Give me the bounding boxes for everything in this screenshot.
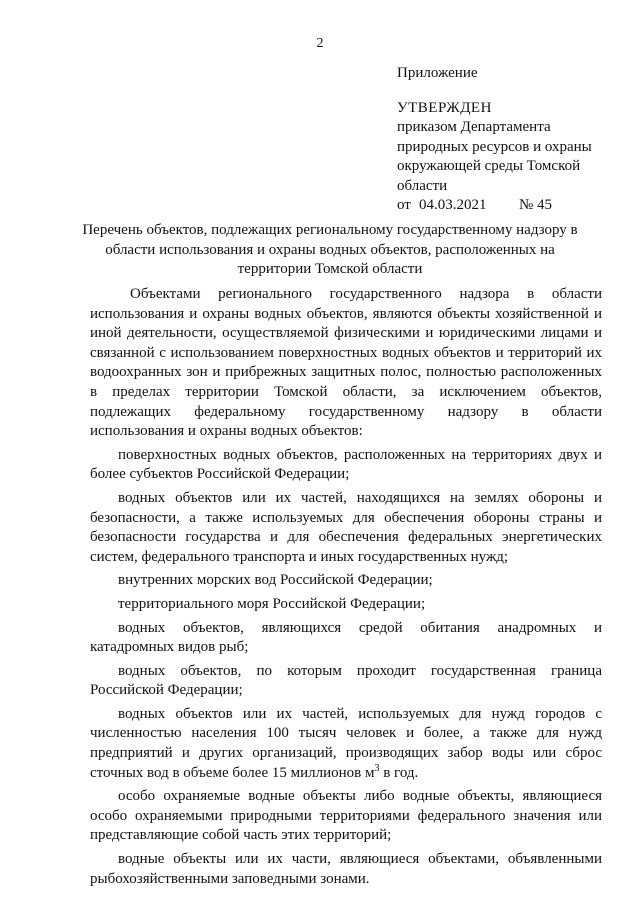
list-item: водных объектов, являющихся средой обитания анадромных и катадромных видов рыб; (90, 619, 602, 656)
page-number: 2 (316, 36, 324, 51)
order-number: № 45 (519, 197, 553, 213)
list-item: поверхностных водных объектов, расположенных на территориях двух и более субъектов Российской Федерации; (90, 446, 602, 483)
volume-text: водных объектов или их частей, используемых для нужд городов с численностью населения 100 тысяч человек и более, а также для нужд предприятий и других организаций, производящих забор воды или сброс сточных вод в объеме более 15 миллионов м (90, 705, 602, 781)
volume-suffix: в год. (379, 764, 419, 781)
order-date: 04.03.2021 (419, 197, 487, 213)
order-date-row (397, 196, 617, 216)
document-title: Перечень объектов, подлежащих региональному государственному надзору в области использования и охраны водных объектов, расположенных на территории Томской области (82, 222, 578, 277)
list-item: территориального моря Российской Федерации; (118, 595, 426, 612)
list-item: водные объекты или их части, являющиеся объектами, объявленными рыбохозяйственными заповедными зонами. (90, 851, 602, 887)
document-body (90, 285, 602, 893)
list-item-volume (90, 705, 602, 783)
order-by-text: приказом Департамента природных ресурсов и охраны окружающей среды Томской области (397, 119, 592, 194)
approval-block (397, 64, 617, 216)
intro-paragraph: Объектами регионального государственного надзора в области использования и охраны водных объектов, являются объекты хозяйственной и иной деятельности, осуществляемой физическими и юридическими лицами и связанной с использованием поверхностных водных объектов и территорий их водоохранных зон и прибрежных защитных полос, полностью расположенных в пределах территории Томской области, за исключением объектов, подлежащих федеральному государственному надзору в области использования и охраны водных объектов: (90, 286, 602, 440)
list-item: особо охраняемые водные объекты либо водные объекты, являющиеся особо охраняемыми природными территориями федерального значения или представляющие собой часть этих территорий; (90, 788, 602, 844)
approved-label: УТВЕРЖДЕН (397, 99, 492, 116)
date-prefix: от (397, 197, 411, 213)
cubic-superscript: 3 (374, 762, 380, 774)
list-item: водных объектов или их частей, находящихся на землях обороны и безопасности, а также используемых для обеспечения обороны страны и безопасности государства и для обеспечения федеральных энергетических систем, федерального транспорта и иных государственных нужд; (90, 489, 602, 565)
list-item: внутренних морских вод Российской Федерации; (118, 572, 433, 589)
appendix-label: Приложение (397, 65, 478, 81)
list-item: водных объектов, по которым проходит государственная граница Российской Федерации; (90, 662, 602, 699)
